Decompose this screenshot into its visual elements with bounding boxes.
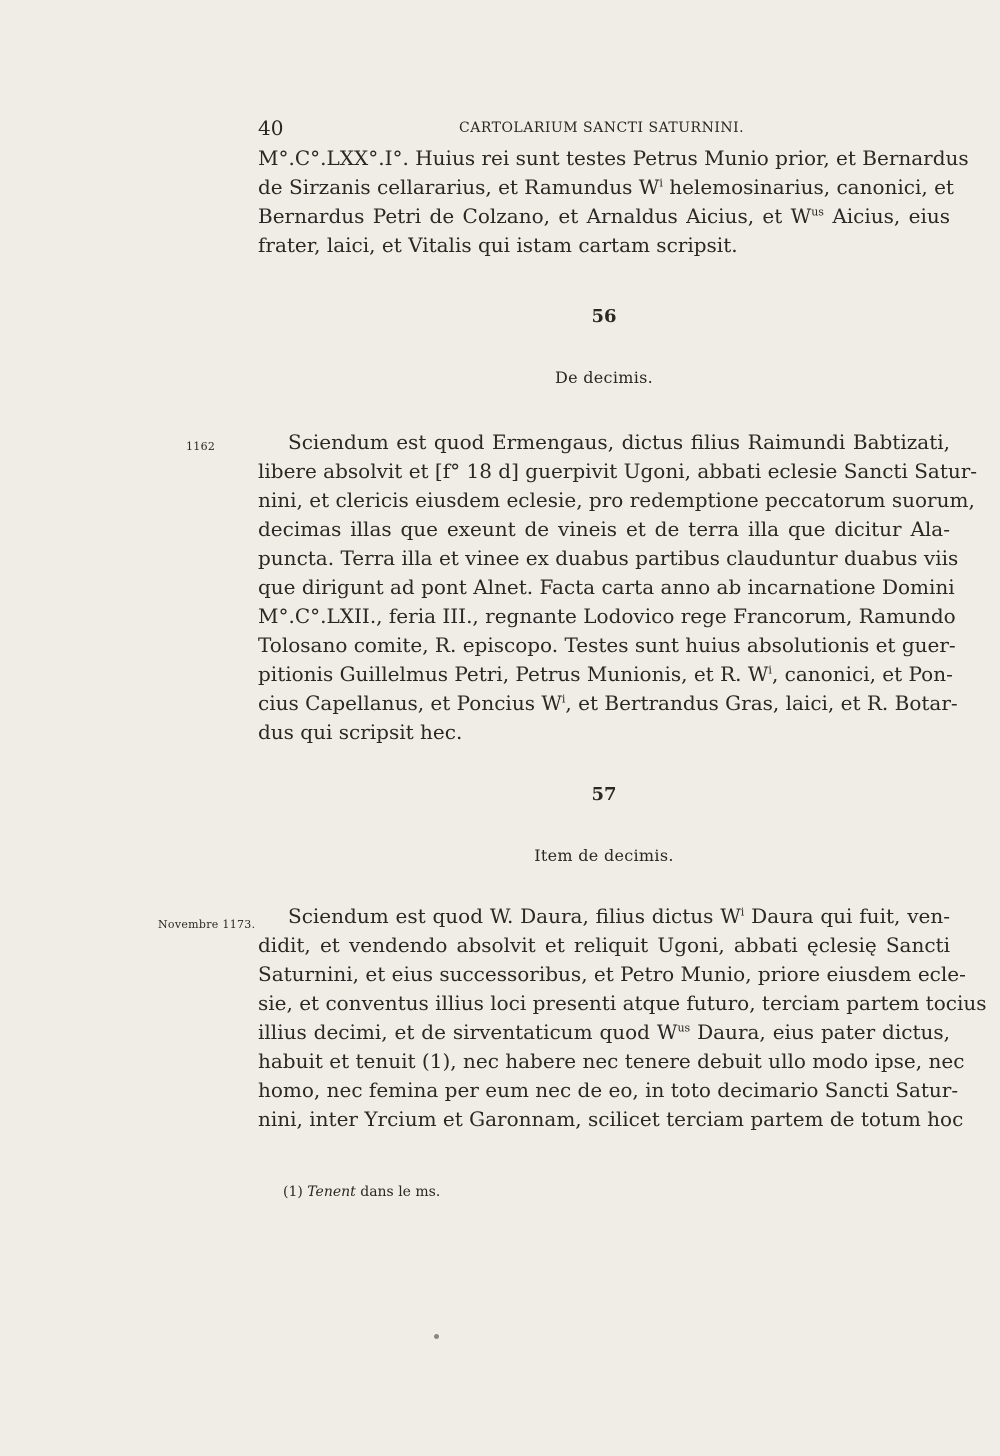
text-line: nini, inter Yrcium et Garonnam, scilicet terciam partem de totum hoc	[258, 1107, 964, 1131]
text-line: M°.C°.LXII., feria III., regnante Lodovico rege Francorum, Ramundo	[258, 604, 956, 628]
footnote	[283, 1184, 440, 1200]
page-number: 40	[258, 116, 284, 140]
text-line: decimas illas que exeunt de vineis et de terra illa que dicitur Ala-	[258, 517, 950, 541]
charter-title: Item de decimis.	[534, 846, 674, 865]
text-line: cius Capellanus, et Poncius $W^i$, et Bertrandus Gras, laici, et R. Botar-	[258, 691, 958, 715]
text-line: Tolosano comite, R. episcopo. Testes sunt huius absolutionis et guer-	[258, 633, 956, 657]
text-line: habuit et tenuit (1), nec habere nec tenere debuit ullo modo ipse, nec	[258, 1049, 965, 1073]
margin-date: Novembre 1173.	[158, 918, 256, 931]
text-line: dus qui scripsit hec.	[258, 720, 463, 744]
text-line: illius decimi, et de sirventaticum quod $W^{us}$ Daura, eius pater dictus,	[258, 1020, 951, 1044]
footnote-marker: (1)	[283, 1184, 303, 1200]
charter-57-text	[258, 902, 987, 1134]
charter-number: 56	[591, 306, 617, 327]
text-line: Saturnini, et eius successoribus, et Petro Munio, priore eiusdem ecle-	[258, 962, 966, 986]
text-line: pitionis Guillelmus Petri, Petrus Munionis, et R. $W^i$, canonici, et Pon-	[258, 662, 953, 686]
text-line: libere absolvit et [f° 18 d] guerpivit Ugoni, abbati eclesie Sancti Satur-	[258, 459, 978, 483]
text-line: Bernardus Petri de Colzano, et Arnaldus Aicius, et $W^{us}$ Aicius, eius	[258, 204, 950, 228]
charter-number: 57	[591, 784, 617, 805]
text-line: puncta. Terra illa et vinee ex duabus partibus clauduntur duabus viis	[258, 546, 959, 570]
text-line: de Sirzanis cellararius, et Ramundus $W^i$ helemosinarius, canonici, et	[258, 175, 954, 199]
footnote-italic-word: Tenent	[307, 1184, 356, 1200]
charter-title: De decimis.	[554, 368, 654, 387]
top-paragraph	[258, 144, 969, 260]
text-line: Sciendum est quod Ermengaus, dictus filius Raimundi Babtizati,	[288, 430, 950, 454]
text-line: frater, laici, et Vitalis qui istam cartam scripsit.	[258, 233, 738, 257]
text-line: sie, et conventus illius loci presenti atque futuro, terciam partem tocius	[258, 991, 987, 1015]
paper-speck	[434, 1334, 439, 1339]
text-line: nini, et clericis eiusdem eclesie, pro redemptione peccatorum suorum,	[258, 488, 975, 512]
text-line: M°.C°.LXX°.I°. Huius rei sunt testes Petrus Munio prior, et Bernardus	[258, 146, 969, 170]
footnote-text: dans le ms.	[360, 1184, 441, 1200]
running-head: CARTOLARIUM SANCTI SATURNINI.	[459, 120, 745, 136]
text-line: homo, nec femina per eum nec de eo, in toto decimario Sancti Satur-	[258, 1078, 959, 1102]
text-line: que dirigunt ad pont Alnet. Facta carta anno ab incarnatione Domini	[258, 575, 955, 599]
text-line: Sciendum est quod W. Daura, filius dictus $W^i$ Daura qui fuit, ven-	[288, 904, 950, 928]
margin-date: 1162	[186, 440, 216, 453]
charter-56-text	[258, 428, 978, 747]
text-line: didit, et vendendo absolvit et reliquit Ugoni, abbati ęclesię Sancti	[258, 933, 950, 957]
